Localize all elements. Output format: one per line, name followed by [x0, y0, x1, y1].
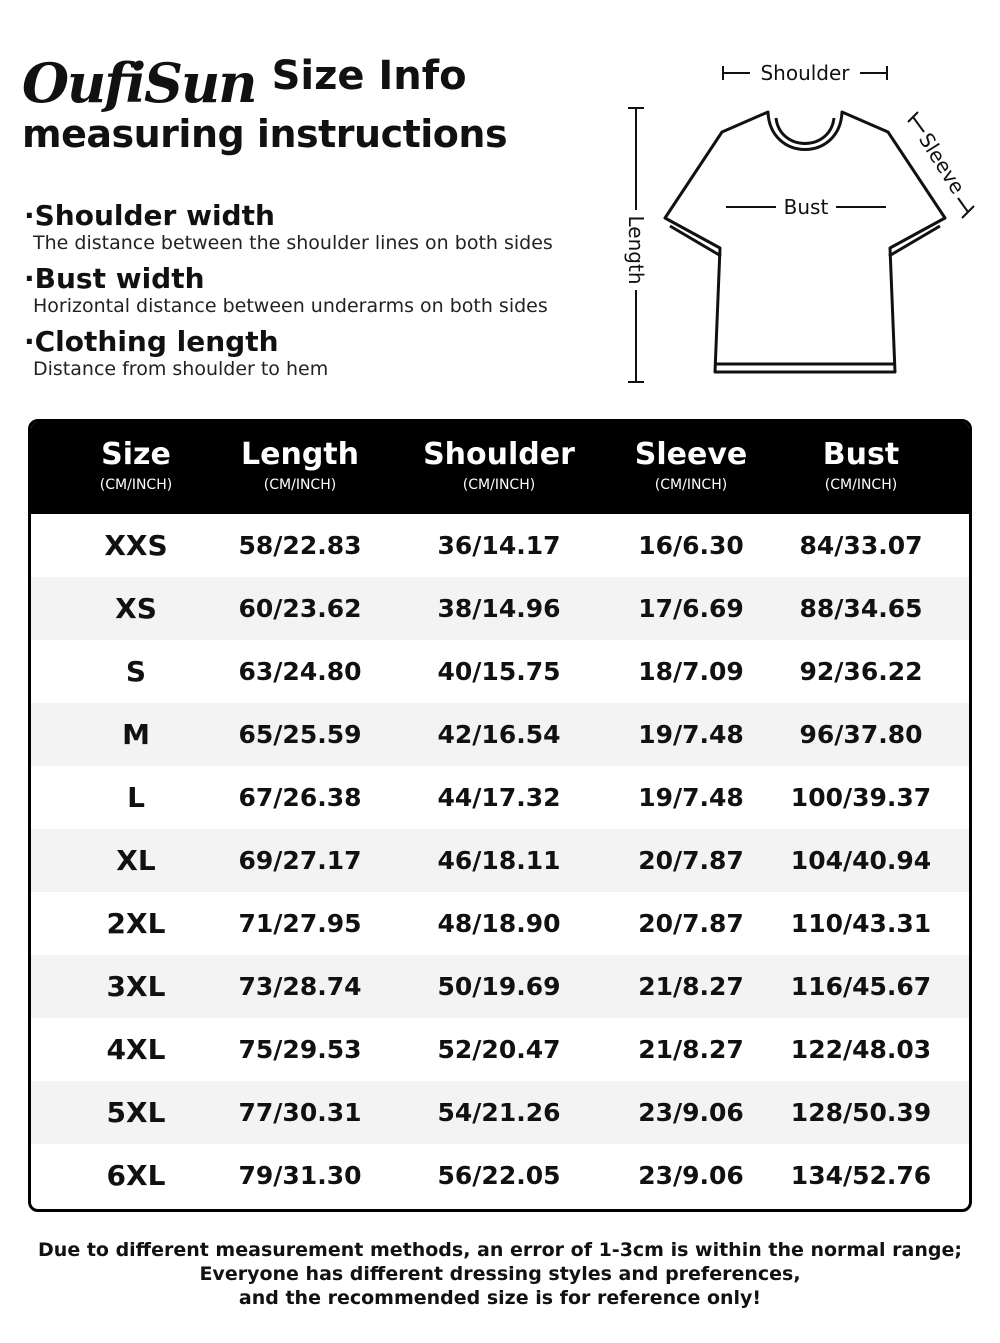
brand-title: Size Info [271, 53, 467, 99]
cell-size: 6XL [106, 1159, 166, 1192]
cell-sleeve: 19/7.48 [638, 783, 744, 812]
cell-size: L [127, 781, 145, 814]
table-row [31, 766, 969, 829]
instruction-bust [24, 263, 548, 317]
table-row [31, 955, 969, 1018]
cell-size: 5XL [106, 1096, 166, 1129]
header-shoulder [399, 422, 599, 514]
cell-size: 3XL [106, 970, 166, 1003]
tshirt-icon [600, 50, 1000, 395]
cell-bust: 128/50.39 [790, 1098, 932, 1127]
instruction-heading: ·Shoulder width [24, 199, 275, 232]
cell-size: 4XL [106, 1033, 166, 1066]
footer-line: and the recommended size is for reference only! [238, 1287, 762, 1309]
cell-sleeve: 19/7.48 [638, 720, 744, 749]
header-unit: (CM/INCH) [462, 477, 536, 493]
header-length [220, 422, 380, 514]
brand-header [22, 30, 467, 115]
cell-sleeve: 23/9.06 [638, 1098, 744, 1127]
instruction-shoulder [24, 200, 553, 254]
cell-shoulder: 36/14.17 [437, 531, 561, 560]
cell-length: 79/31.30 [238, 1161, 362, 1190]
cell-shoulder: 44/17.32 [437, 783, 561, 812]
header-title: Length [241, 437, 359, 472]
cell-bust: 134/52.76 [790, 1161, 932, 1190]
instruction-length [24, 326, 328, 380]
cell-shoulder: 54/21.26 [437, 1098, 561, 1127]
cell-length: 60/23.62 [238, 594, 362, 623]
table-row [31, 1018, 969, 1081]
tshirt-diagram [600, 50, 1000, 395]
page-subtitle: measuring instructions [22, 112, 508, 156]
table-row [31, 1144, 969, 1207]
cell-bust: 100/39.37 [790, 783, 932, 812]
header-title: Bust [822, 437, 900, 472]
cell-size: XS [115, 592, 157, 625]
header-title: Sleeve [634, 437, 748, 472]
cell-length: 63/24.80 [238, 657, 362, 686]
footer-note [0, 1238, 1000, 1310]
diagram-sleeve-label: Sleeve [914, 128, 970, 199]
header-bust [786, 422, 936, 514]
cell-bust: 122/48.03 [790, 1035, 932, 1064]
cell-size: XXS [104, 529, 168, 562]
table-row [31, 640, 969, 703]
instruction-desc: The distance between the shoulder lines on both sides [33, 232, 553, 254]
cell-sleeve: 21/8.27 [638, 1035, 744, 1064]
cell-sleeve: 16/6.30 [638, 531, 744, 560]
cell-bust: 96/37.80 [799, 720, 923, 749]
header-unit: (CM/INCH) [654, 477, 728, 493]
cell-size: M [122, 718, 150, 751]
cell-size: S [125, 655, 147, 688]
header-title: Shoulder [423, 437, 575, 472]
footer-line: Due to different measurement methods, an error of 1-3cm is within the normal range; [38, 1239, 962, 1261]
cell-length: 69/27.17 [238, 846, 362, 875]
cell-sleeve: 23/9.06 [638, 1161, 744, 1190]
cell-length: 77/30.31 [238, 1098, 362, 1127]
cell-shoulder: 46/18.11 [437, 846, 561, 875]
footer-line: Everyone has different dressing styles and preferences, [199, 1263, 801, 1285]
header-unit: (CM/INCH) [263, 477, 337, 493]
table-row [31, 577, 969, 640]
cell-bust: 116/45.67 [790, 972, 932, 1001]
table-row [31, 703, 969, 766]
table-row [31, 829, 969, 892]
header-unit: (CM/INCH) [824, 477, 898, 493]
cell-shoulder: 42/16.54 [437, 720, 561, 749]
cell-bust: 110/43.31 [790, 909, 932, 938]
header-sleeve [606, 422, 776, 514]
header-unit: (CM/INCH) [99, 477, 173, 493]
cell-bust: 104/40.94 [790, 846, 932, 875]
instruction-desc: Distance from shoulder to hem [33, 358, 329, 380]
table-row [31, 1081, 969, 1144]
cell-shoulder: 50/19.69 [437, 972, 561, 1001]
diagram-length-label: Length [624, 215, 648, 285]
cell-shoulder: 40/15.75 [437, 657, 561, 686]
cell-sleeve: 18/7.09 [638, 657, 744, 686]
cell-length: 73/28.74 [238, 972, 362, 1001]
diagram-shoulder-label: Shoulder [760, 61, 850, 85]
cell-sleeve: 17/6.69 [638, 594, 744, 623]
instruction-heading: ·Clothing length [24, 325, 279, 358]
table-header [31, 422, 969, 514]
cell-shoulder: 52/20.47 [437, 1035, 561, 1064]
instruction-heading: ·Bust width [24, 262, 205, 295]
diagram-bust-label: Bust [783, 195, 829, 219]
cell-sleeve: 20/7.87 [638, 846, 744, 875]
cell-size: XL [116, 844, 156, 877]
header-size [71, 422, 201, 514]
cell-sleeve: 21/8.27 [638, 972, 744, 1001]
cell-bust: 92/36.22 [799, 657, 923, 686]
cell-length: 71/27.95 [238, 909, 362, 938]
cell-shoulder: 56/22.05 [437, 1161, 561, 1190]
cell-size: 2XL [106, 907, 166, 940]
instruction-desc: Horizontal distance between underarms on both sides [33, 295, 548, 317]
table-row [31, 892, 969, 955]
cell-length: 65/25.59 [238, 720, 362, 749]
cell-length: 75/29.53 [238, 1035, 362, 1064]
cell-bust: 84/33.07 [799, 531, 923, 560]
table-row [31, 514, 969, 577]
header-title: Size [101, 437, 171, 472]
cell-shoulder: 38/14.96 [437, 594, 561, 623]
cell-shoulder: 48/18.90 [437, 909, 561, 938]
cell-bust: 88/34.65 [799, 594, 923, 623]
size-table [28, 419, 972, 1212]
cell-length: 67/26.38 [238, 783, 362, 812]
cell-sleeve: 20/7.87 [638, 909, 744, 938]
brand-logo: OufiSun [22, 51, 256, 115]
table-body [31, 514, 969, 1207]
cell-length: 58/22.83 [238, 531, 362, 560]
